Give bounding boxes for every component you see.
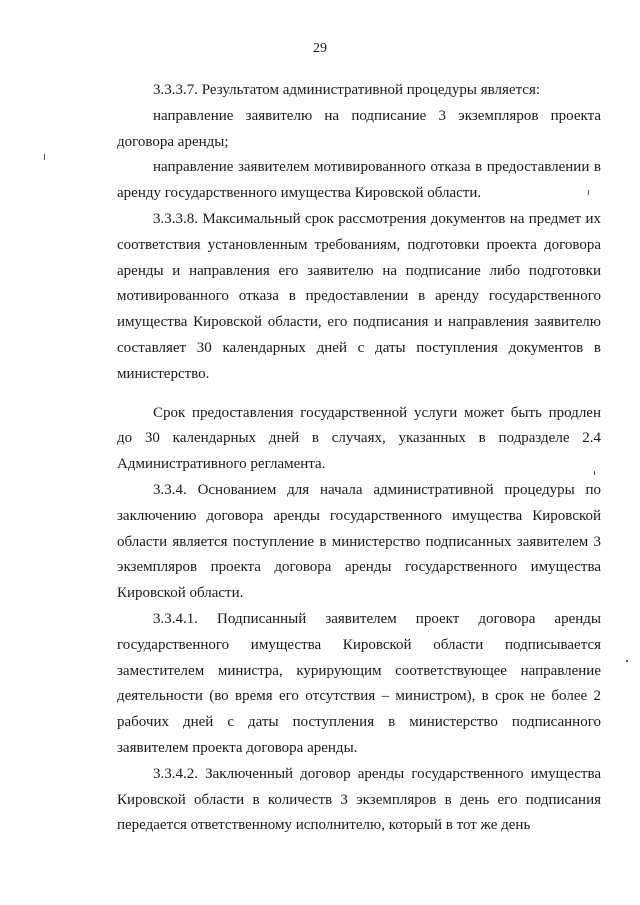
scan-speck <box>594 471 595 475</box>
paragraph-service-term: Срок предоставления государственной услуги может быть продлен до 30 календарных дней в случаях, указанных в подразделе 2.4 Административного регламента. <box>117 404 601 473</box>
paragraph-3-3-3-7: 3.3.3.7. Результатом административной процедуры является: <box>153 82 541 98</box>
paragraph-direction-refusal: направление заявителем мотивированного отказа в предоставлении в аренду государственного имущества Кировской области. <box>117 159 601 202</box>
paragraph-3-3-4: 3.3.4. Основанием для начала административной процедуры по заключению договора аренды государственного имущества Кировской области является поступление в министерство подписанных заявителем 3 экземпляров проекта договора аренды государственного имущества Кировской области. <box>117 481 601 602</box>
scan-speck <box>626 660 628 662</box>
paragraph-direction-to-applicant: направление заявителю на подписание 3 экземпляров проекта договора аренды; <box>117 107 601 150</box>
paragraph-3-3-3-8: 3.3.3.8. Максимальный срок рассмотрения документов на предмет их соответствия установленным требованиям, подготовки проекта договора аренды и направления его заявителю на подписание либо подготовки мотивированного отказа в предоставлении в аренду государственного имущества Кировской области, его подписания и направления заявителю составляет 30 календарных дней с даты поступления документов в министерство. <box>117 210 601 382</box>
paragraph-3-3-4-2: 3.3.4.2. Заключенный договор аренды государственного имущества Кировской области в количеств 3 экземпляров в день его подписания передается ответственному исполнителю, который в тот же день <box>117 765 601 834</box>
page-number: 29 <box>313 41 327 56</box>
scan-speck <box>588 190 589 195</box>
document-body <box>117 78 601 839</box>
scan-speck <box>44 154 45 160</box>
paragraph-3-3-4-1: 3.3.4.1. Подписанный заявителем проект договора аренды государственного имущества Кировской области подписывается заместителем министра, курирующим соответствующее направление деятельности (во время его отсутствия – министром), в срок не более 2 рабочих дней с даты поступления в министерство подписанного заявителем проекта договора аренды. <box>117 610 601 756</box>
